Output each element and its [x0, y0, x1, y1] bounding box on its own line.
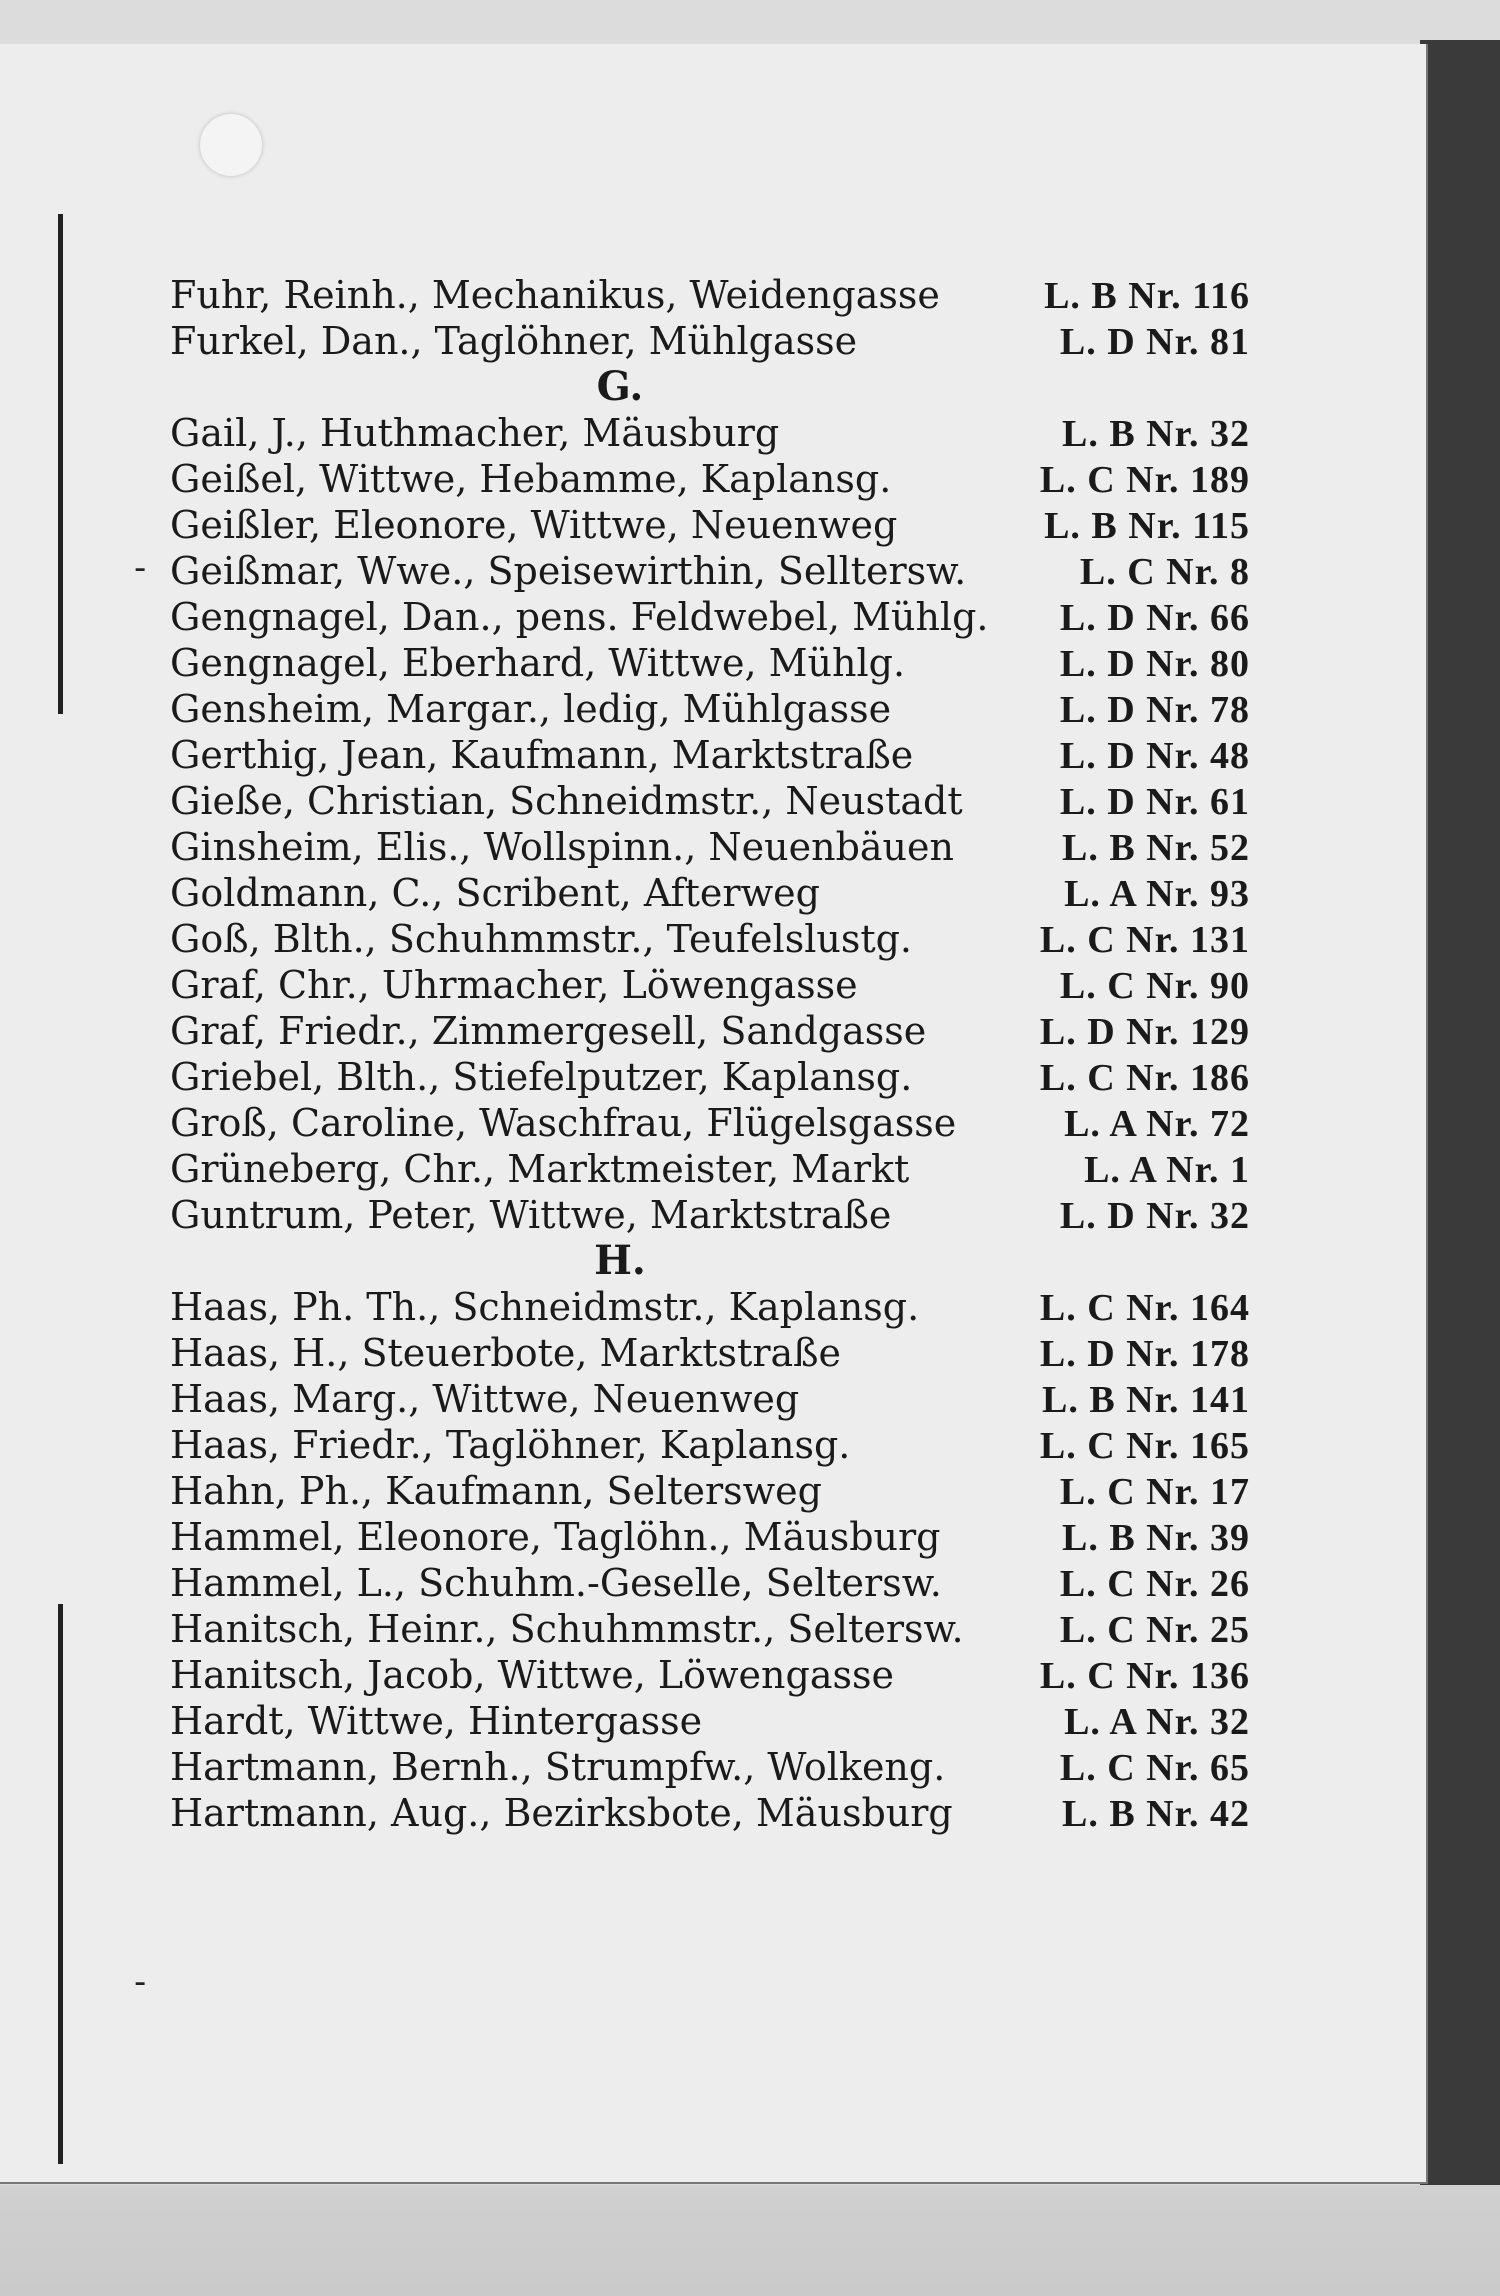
entry-name: Gensheim, Margar., ledig, Mühlgasse	[170, 687, 892, 731]
directory-entry	[170, 410, 1250, 456]
entry-name: Hardt, Wittwe, Hintergasse	[170, 1699, 703, 1743]
directory-entry	[170, 1330, 1250, 1376]
directory-entry	[170, 318, 1250, 364]
entry-address: L. C Nr. 90	[1059, 965, 1250, 1007]
entry-name: Groß, Caroline, Waschfrau, Flügelsgasse	[170, 1101, 957, 1145]
entry-address: L. D Nr. 66	[1059, 597, 1250, 639]
directory-entry	[170, 870, 1250, 916]
directory-entry	[170, 1698, 1250, 1744]
directory-entry	[170, 1514, 1250, 1560]
entry-address: L. C Nr. 17	[1059, 1471, 1250, 1513]
entry-address: L. B Nr. 116	[1044, 275, 1250, 317]
entry-name: Haas, Marg., Wittwe, Neuenweg	[170, 1377, 800, 1421]
directory-entry	[170, 824, 1250, 870]
directory-entry	[170, 1054, 1250, 1100]
entry-address: L. A Nr. 72	[1064, 1103, 1250, 1145]
directory-entry	[170, 1468, 1250, 1514]
directory-entry	[170, 640, 1250, 686]
directory-entry	[170, 962, 1250, 1008]
entry-address: L. B Nr. 32	[1061, 413, 1250, 455]
entry-address: L. C Nr. 65	[1059, 1747, 1250, 1789]
entry-name: Hartmann, Aug., Bezirksbote, Mäusburg	[170, 1791, 953, 1835]
entry-name: Griebel, Blth., Stiefelputzer, Kaplansg.	[170, 1055, 913, 1099]
binding-line-upper	[58, 214, 63, 714]
entry-name: Hammel, L., Schuhm.-Geselle, Seltersw.	[170, 1561, 942, 1605]
entry-address: L. C Nr. 165	[1039, 1425, 1250, 1467]
entry-address: L. B Nr. 42	[1061, 1793, 1250, 1835]
directory-entry	[170, 1146, 1250, 1192]
entry-address: L. D Nr. 80	[1059, 643, 1250, 685]
directory-entry	[170, 1192, 1250, 1238]
entry-name: Gail, J., Huthmacher, Mäusburg	[170, 411, 780, 455]
entry-name: Hammel, Eleonore, Taglöhn., Mäusburg	[170, 1515, 941, 1559]
directory-entry	[170, 1422, 1250, 1468]
directory-entry	[170, 1100, 1250, 1146]
directory-entry	[170, 594, 1250, 640]
directory-entry	[170, 732, 1250, 778]
section-letter: G.	[596, 363, 644, 410]
entry-name: Geißmar, Wwe., Speisewirthin, Selltersw.	[170, 549, 967, 593]
scan-border-right	[1420, 40, 1500, 2250]
entry-name: Haas, H., Steuerbote, Marktstraße	[170, 1331, 842, 1375]
directory-entry	[170, 1376, 1250, 1422]
entry-name: Gieße, Christian, Schneidmstr., Neustadt	[170, 779, 963, 823]
entry-address: L. C Nr. 136	[1039, 1655, 1250, 1697]
entry-name: Gengnagel, Eberhard, Wittwe, Mühlg.	[170, 641, 906, 685]
scan-border-bottom	[0, 2185, 1500, 2296]
directory-entry	[170, 456, 1250, 502]
entry-name: Goldmann, C., Scribent, Afterweg	[170, 871, 820, 915]
entry-name: Fuhr, Reinh., Mechanikus, Weidengasse	[170, 273, 940, 317]
entry-address: L. A Nr. 1	[1084, 1149, 1250, 1191]
entry-name: Gerthig, Jean, Kaufmann, Marktstraße	[170, 733, 914, 777]
directory-entry	[170, 502, 1250, 548]
entry-name: Graf, Chr., Uhrmacher, Löwengasse	[170, 963, 858, 1007]
entry-name: Geißel, Wittwe, Hebamme, Kaplansg.	[170, 457, 892, 501]
entry-address: L. C Nr. 26	[1059, 1563, 1250, 1605]
entry-address: L. C Nr. 131	[1039, 919, 1250, 961]
entry-address: L. D Nr. 78	[1059, 689, 1250, 731]
entry-address: L. D Nr. 129	[1039, 1011, 1250, 1053]
entry-address: L. C Nr. 189	[1039, 459, 1250, 501]
entry-name: Hahn, Ph., Kaufmann, Seltersweg	[170, 1469, 822, 1513]
entry-address: L. D Nr. 81	[1059, 321, 1250, 363]
entry-address: L. B Nr. 52	[1061, 827, 1250, 869]
entry-address: L. D Nr. 32	[1059, 1195, 1250, 1237]
directory-entry	[170, 778, 1250, 824]
entry-name: Hanitsch, Heinr., Schuhmmstr., Seltersw.	[170, 1607, 964, 1651]
entry-name: Hanitsch, Jacob, Wittwe, Löwengasse	[170, 1653, 894, 1697]
entry-address: L. D Nr. 178	[1039, 1333, 1250, 1375]
directory-entry	[170, 1560, 1250, 1606]
directory-entry	[170, 916, 1250, 962]
entry-address: L. B Nr. 115	[1044, 505, 1250, 547]
entry-name: Hartmann, Bernh., Strumpfw., Wolkeng.	[170, 1745, 946, 1789]
entry-address: L. B Nr. 39	[1061, 1517, 1250, 1559]
entry-name: Furkel, Dan., Taglöhner, Mühlgasse	[170, 319, 858, 363]
entry-address: L. C Nr. 186	[1039, 1057, 1250, 1099]
entry-name: Haas, Ph. Th., Schneidmstr., Kaplansg.	[170, 1285, 920, 1329]
directory-entry	[170, 1744, 1250, 1790]
entry-name: Graf, Friedr., Zimmergesell, Sandgasse	[170, 1009, 927, 1053]
directory-entry	[170, 1008, 1250, 1054]
entry-address: L. D Nr. 48	[1059, 735, 1250, 777]
section-letter: H.	[594, 1237, 646, 1284]
entry-address: L. A Nr. 93	[1064, 873, 1250, 915]
entry-name: Ginsheim, Elis., Wollspinn., Neuenbäuen	[170, 825, 954, 869]
entry-address: L. C Nr. 164	[1039, 1287, 1250, 1329]
entry-address: L. A Nr. 32	[1064, 1701, 1250, 1743]
punch-hole	[200, 114, 262, 176]
entry-address: L. C Nr. 8	[1079, 551, 1250, 593]
entry-name: Haas, Friedr., Taglöhner, Kaplansg.	[170, 1423, 851, 1467]
directory-entry	[170, 1284, 1250, 1330]
directory-entry	[170, 1652, 1250, 1698]
directory-page	[0, 44, 1428, 2184]
binding-line-lower	[58, 1604, 63, 2164]
directory-entry	[170, 686, 1250, 732]
entry-address: L. C Nr. 25	[1059, 1609, 1250, 1651]
directory-entry	[170, 1606, 1250, 1652]
entry-name: Grüneberg, Chr., Marktmeister, Markt	[170, 1147, 910, 1191]
entry-address: L. D Nr. 61	[1059, 781, 1250, 823]
margin-dash: -	[134, 548, 147, 588]
entry-name: Gengnagel, Dan., pens. Feldwebel, Mühlg.	[170, 595, 989, 639]
entry-address: L. B Nr. 141	[1041, 1379, 1250, 1421]
entry-name: Guntrum, Peter, Wittwe, Marktstraße	[170, 1193, 892, 1237]
directory-entries	[170, 272, 1250, 1836]
entry-name: Geißler, Eleonore, Wittwe, Neuenweg	[170, 503, 898, 547]
entry-name: Goß, Blth., Schuhmmstr., Teufelslustg.	[170, 917, 913, 961]
directory-entry	[170, 272, 1250, 318]
directory-entry	[170, 1790, 1250, 1836]
directory-entry	[170, 548, 1250, 594]
margin-dash: -	[134, 1962, 147, 2002]
